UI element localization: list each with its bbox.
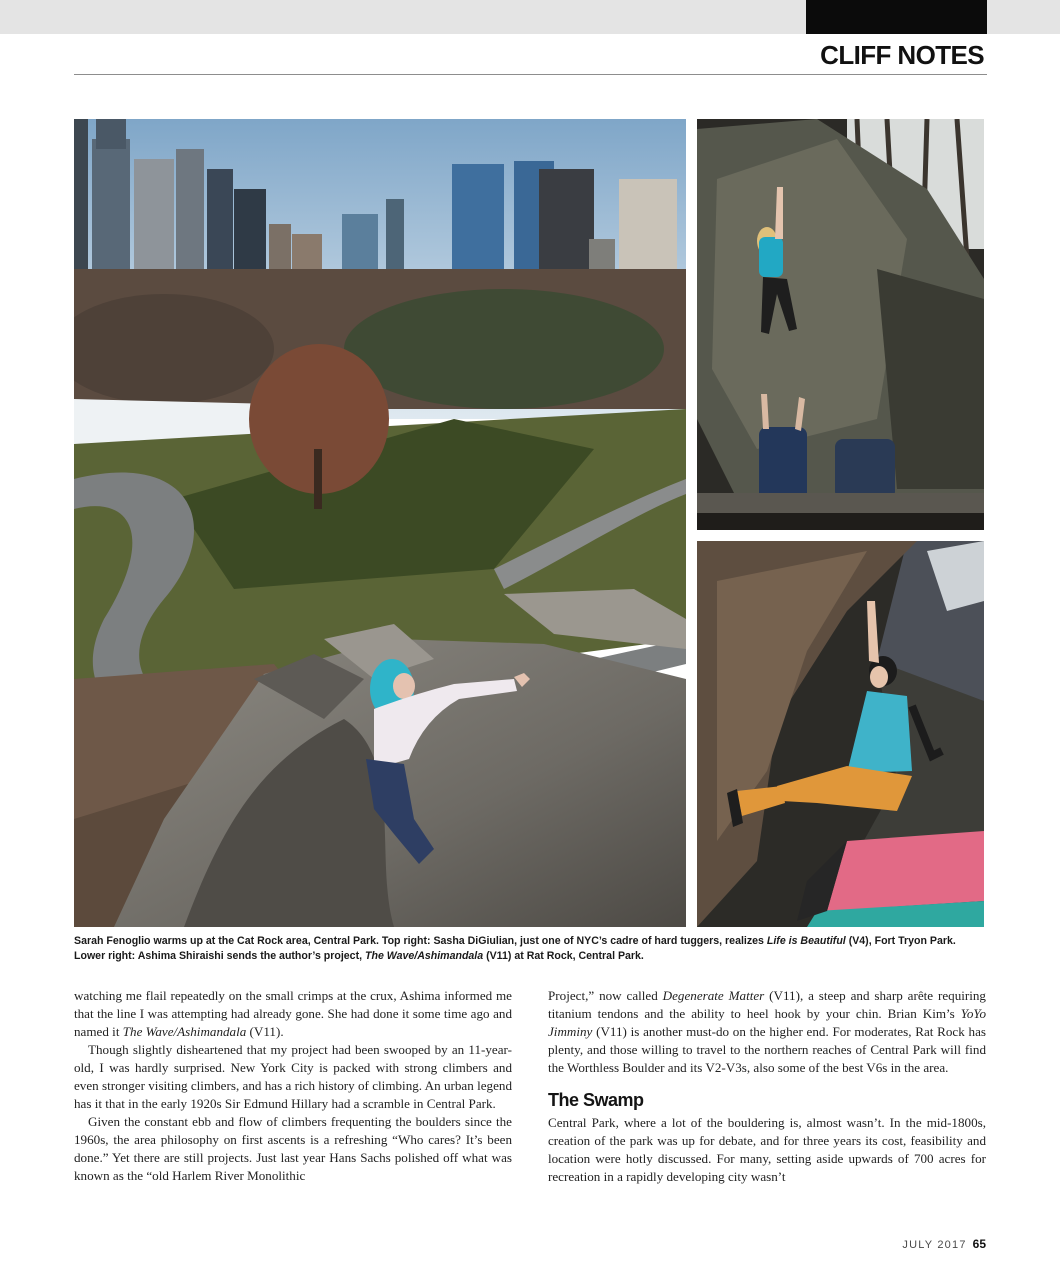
paragraph: watching me flail repeatedly on the small crimps at the crux, Ashima informed me that the line I was attempting had already gone. She had done it some time ago and named it The Wave/Ashimandala (V11). xyxy=(74,988,512,1040)
section-title: CLIFF NOTES xyxy=(820,40,984,70)
main-photo-cat-rock xyxy=(74,119,686,927)
article-column-right xyxy=(548,987,986,1186)
top-right-photo-fort-tryon xyxy=(697,119,984,530)
issue-date: JULY 2017 xyxy=(902,1239,967,1251)
page-number: 65 xyxy=(972,1237,986,1251)
header-rule xyxy=(74,74,987,75)
paragraph: Project,” now called Degenerate Matter (V11), a steep and sharp arête requiring titanium tendons and the ability to heel hook by your chin. Brian Kim’s YoYo Jimminy (V11) is another must-do on the higher end. For moderates, Rat Rock has plenty, and those willing to travel to the northern reaches of Central Park will find the Worthless Boulder and its V2-V3s, also some of the best V6s in the area. xyxy=(548,988,986,1076)
paragraph: Central Park, where a lot of the bouldering is, almost wasn’t. In the mid-1800s, creation of the park was up for debate, and for three years its cost, feasibility and location were hotly discussed. For many, setting aside upwards of 700 acres for recreation in a rapidly developing city wasn’t xyxy=(548,1115,986,1185)
bottom-right-photo-rat-rock xyxy=(697,541,984,927)
photo-caption: Sarah Fenoglio warms up at the Cat Rock area, Central Park. Top right: Sasha DiGiulian, just one of NYC’s cadre of hard tuggers, realizes Life is Beautiful (V4), Fort Tryon Park. Lower right: Ashima Shiraishi sends the author’s project, The Wave/Ashimandala (V11) at Rat Rock, Central Park. xyxy=(74,935,956,962)
subhead-the-swamp: The Swamp xyxy=(548,1090,644,1111)
page-footer xyxy=(902,1237,986,1251)
article-column-left xyxy=(74,987,512,1186)
fort-tryon-climbing-photo xyxy=(697,119,984,530)
section-tab-block xyxy=(806,0,987,34)
paragraph: Given the constant ebb and flow of climbers frequenting the boulders since the 1960s, the area philosophy on first ascents is a refreshing “Who cares? It’s been done.” Yet there are still projects. Just last year Hans Sachs polished off what was known as the “old Harlem River Monolithic xyxy=(74,1114,512,1184)
paragraph: Though slightly disheartened that my project had been swooped by an 11-year-old, I was hardly surprised. New York City is packed with strong climbers and even stronger visiting climbers, and has a rich history of climbing. An urban legend has it that in the early 1920s Sir Edmund Hillary had a scramble in Central Park. xyxy=(74,1042,512,1112)
central-park-cat-rock-photo xyxy=(74,119,686,927)
rat-rock-climbing-photo xyxy=(697,541,984,927)
